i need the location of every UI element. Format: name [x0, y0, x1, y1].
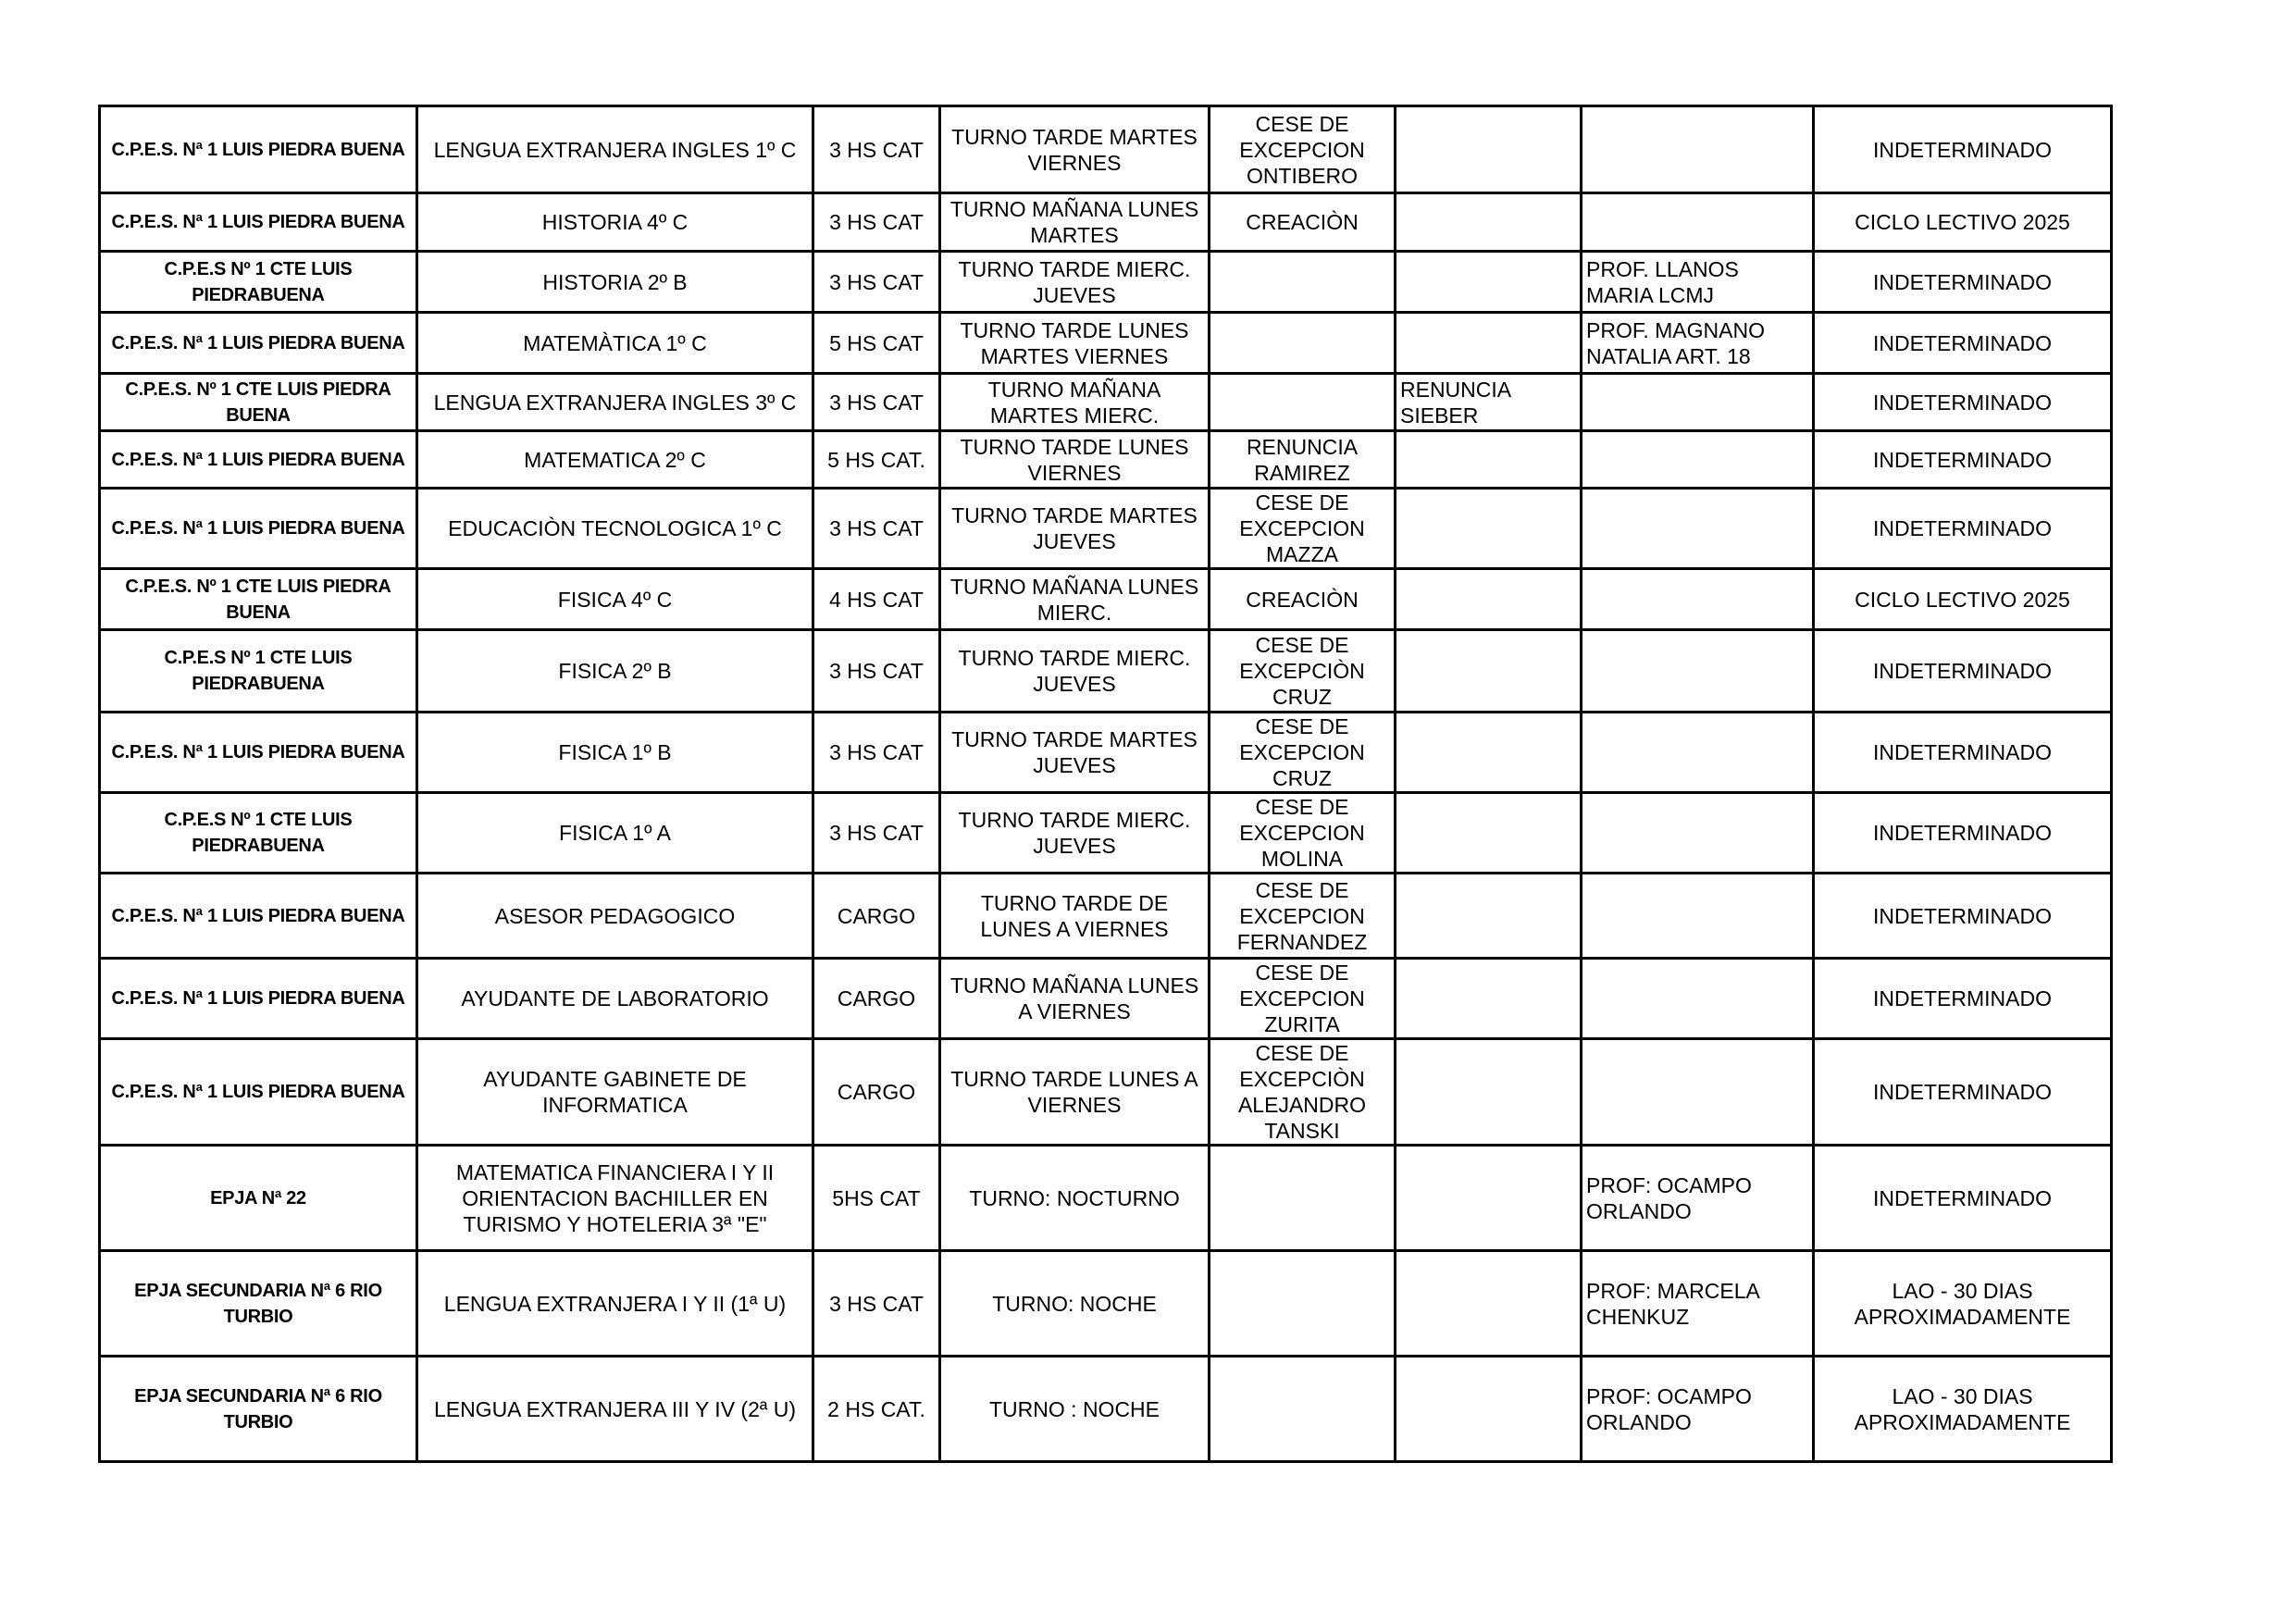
subject-cell: MATEMATICA FINANCIERA I Y II ORIENTACION BACHILLER EN TURISMO Y HOTELERIA 3ª "E" [417, 1146, 813, 1251]
hours-cell: 5 HS CAT [813, 313, 940, 374]
teacher-cell [1582, 431, 1814, 489]
hours-cell: 3 HS CAT [813, 1251, 940, 1357]
table-row [100, 431, 2112, 489]
school-cell: C.P.E.S. Nª 1 LUIS PIEDRA BUENA [100, 106, 417, 193]
notes-cell [1396, 489, 1582, 569]
school-cell: EPJA Nª 22 [100, 1146, 417, 1251]
subject-cell: FISICA 2º B [417, 630, 813, 713]
subject-cell: LENGUA EXTRANJERA III Y IV (2ª U) [417, 1357, 813, 1462]
table-row [100, 1039, 2112, 1146]
subject-cell: FISICA 1º A [417, 793, 813, 874]
reason-cell [1210, 1146, 1396, 1251]
duration-cell: INDETERMINADO [1814, 374, 2112, 431]
duration-cell: INDETERMINADO [1814, 252, 2112, 313]
subject-cell: LENGUA EXTRANJERA INGLES 1º C [417, 106, 813, 193]
table-row [100, 313, 2112, 374]
reason-cell [1210, 1357, 1396, 1462]
duration-cell: INDETERMINADO [1814, 313, 2112, 374]
table-row [100, 1251, 2112, 1357]
shift-cell: TURNO MAÑANA LUNES A VIERNES [940, 959, 1210, 1039]
shift-cell: TURNO TARDE MARTES JUEVES [940, 713, 1210, 793]
table-row [100, 959, 2112, 1039]
reason-cell: CESE DE EXCEPCION FERNANDEZ [1210, 874, 1396, 959]
subject-cell: HISTORIA 2º B [417, 252, 813, 313]
notes-cell [1396, 959, 1582, 1039]
subject-cell: LENGUA EXTRANJERA I Y II (1ª U) [417, 1251, 813, 1357]
reason-cell [1210, 374, 1396, 431]
subject-cell: LENGUA EXTRANJERA INGLES 3º C [417, 374, 813, 431]
teacher-cell [1582, 569, 1814, 630]
shift-cell: TURNO TARDE MARTES VIERNES [940, 106, 1210, 193]
school-cell: C.P.E.S. Nª 1 LUIS PIEDRA BUENA [100, 713, 417, 793]
subject-cell: EDUCACIÒN TECNOLOGICA 1º C [417, 489, 813, 569]
notes-cell: RENUNCIA SIEBER [1396, 374, 1582, 431]
school-cell: EPJA SECUNDARIA Nª 6 RIO TURBIO [100, 1357, 417, 1462]
shift-cell: TURNO TARDE MIERC. JUEVES [940, 793, 1210, 874]
reason-cell [1210, 313, 1396, 374]
reason-cell [1210, 1251, 1396, 1357]
table-row [100, 793, 2112, 874]
notes-cell [1396, 793, 1582, 874]
teacher-cell: PROF: MARCELA CHENKUZ [1582, 1251, 1814, 1357]
duration-cell: INDETERMINADO [1814, 713, 2112, 793]
notes-cell [1396, 569, 1582, 630]
table-row [100, 489, 2112, 569]
duration-cell: INDETERMINADO [1814, 431, 2112, 489]
teacher-cell [1582, 489, 1814, 569]
table-row [100, 569, 2112, 630]
reason-cell: CESE DE EXCEPCION MAZZA [1210, 489, 1396, 569]
hours-cell: CARGO [813, 959, 940, 1039]
school-cell: C.P.E.S Nº 1 CTE LUIS PIEDRABUENA [100, 793, 417, 874]
duration-cell: CICLO LECTIVO 2025 [1814, 569, 2112, 630]
subject-cell: AYUDANTE DE LABORATORIO [417, 959, 813, 1039]
teacher-cell [1582, 713, 1814, 793]
teacher-cell: PROF: OCAMPO ORLANDO [1582, 1146, 1814, 1251]
teacher-cell [1582, 959, 1814, 1039]
shift-cell: TURNO TARDE LUNES VIERNES [940, 431, 1210, 489]
shift-cell: TURNO TARDE LUNES MARTES VIERNES [940, 313, 1210, 374]
table-row [100, 106, 2112, 193]
duration-cell: INDETERMINADO [1814, 489, 2112, 569]
shift-cell: TURNO TARDE MIERC. JUEVES [940, 252, 1210, 313]
shift-cell: TURNO TARDE LUNES A VIERNES [940, 1039, 1210, 1146]
hours-cell: 4 HS CAT [813, 569, 940, 630]
school-cell: C.P.E.S. Nº 1 CTE LUIS PIEDRA BUENA [100, 569, 417, 630]
teacher-cell [1582, 874, 1814, 959]
teacher-cell [1582, 1039, 1814, 1146]
hours-cell: 3 HS CAT [813, 252, 940, 313]
duration-cell: INDETERMINADO [1814, 630, 2112, 713]
notes-cell [1396, 1357, 1582, 1462]
teacher-cell: PROF: OCAMPO ORLANDO [1582, 1357, 1814, 1462]
table-row [100, 252, 2112, 313]
school-cell: EPJA SECUNDARIA Nª 6 RIO TURBIO [100, 1251, 417, 1357]
reason-cell: CESE DE EXCEPCION ZURITA [1210, 959, 1396, 1039]
school-cell: C.P.E.S. Nª 1 LUIS PIEDRA BUENA [100, 959, 417, 1039]
hours-cell: 3 HS CAT [813, 793, 940, 874]
reason-cell: CESE DE EXCEPCIÒN ALEJANDRO TANSKI [1210, 1039, 1396, 1146]
table-row [100, 1146, 2112, 1251]
table-row [100, 630, 2112, 713]
duration-cell: INDETERMINADO [1814, 959, 2112, 1039]
table-body [100, 106, 2112, 1462]
teacher-cell [1582, 630, 1814, 713]
hours-cell: 3 HS CAT [813, 713, 940, 793]
school-cell: C.P.E.S. Nª 1 LUIS PIEDRA BUENA [100, 431, 417, 489]
school-cell: C.P.E.S Nº 1 CTE LUIS PIEDRABUENA [100, 252, 417, 313]
notes-cell [1396, 713, 1582, 793]
reason-cell: CREACIÒN [1210, 569, 1396, 630]
duration-cell: INDETERMINADO [1814, 874, 2112, 959]
reason-cell: RENUNCIA RAMIREZ [1210, 431, 1396, 489]
table-row [100, 713, 2112, 793]
notes-cell [1396, 874, 1582, 959]
duration-cell: INDETERMINADO [1814, 793, 2112, 874]
hours-cell: 3 HS CAT [813, 193, 940, 252]
hours-cell: 2 HS CAT. [813, 1357, 940, 1462]
hours-cell: 3 HS CAT [813, 374, 940, 431]
table-row [100, 193, 2112, 252]
notes-cell [1396, 1146, 1582, 1251]
notes-cell [1396, 1039, 1582, 1146]
subject-cell: HISTORIA 4º C [417, 193, 813, 252]
subject-cell: ASESOR PEDAGOGICO [417, 874, 813, 959]
shift-cell: TURNO MAÑANA LUNES MIERC. [940, 569, 1210, 630]
notes-cell [1396, 313, 1582, 374]
hours-cell: CARGO [813, 1039, 940, 1146]
table-row [100, 1357, 2112, 1462]
shift-cell: TURNO MAÑANA MARTES MIERC. [940, 374, 1210, 431]
hours-cell: CARGO [813, 874, 940, 959]
reason-cell: CESE DE EXCEPCIÒN CRUZ [1210, 630, 1396, 713]
hours-cell: 3 HS CAT [813, 106, 940, 193]
duration-cell: CICLO LECTIVO 2025 [1814, 193, 2112, 252]
notes-cell [1396, 106, 1582, 193]
teacher-cell: PROF. MAGNANO NATALIA ART. 18 [1582, 313, 1814, 374]
vacancies-table [98, 105, 2113, 1463]
duration-cell: INDETERMINADO [1814, 106, 2112, 193]
shift-cell: TURNO TARDE MIERC. JUEVES [940, 630, 1210, 713]
duration-cell: INDETERMINADO [1814, 1039, 2112, 1146]
notes-cell [1396, 630, 1582, 713]
subject-cell: AYUDANTE GABINETE DE INFORMATICA [417, 1039, 813, 1146]
shift-cell: TURNO TARDE MARTES JUEVES [940, 489, 1210, 569]
school-cell: C.P.E.S. Nª 1 LUIS PIEDRA BUENA [100, 1039, 417, 1146]
subject-cell: MATEMÀTICA 1º C [417, 313, 813, 374]
school-cell: C.P.E.S. Nª 1 LUIS PIEDRA BUENA [100, 489, 417, 569]
hours-cell: 5 HS CAT. [813, 431, 940, 489]
notes-cell [1396, 193, 1582, 252]
table-row [100, 374, 2112, 431]
shift-cell: TURNO : NOCHE [940, 1357, 1210, 1462]
reason-cell [1210, 252, 1396, 313]
table-row [100, 874, 2112, 959]
teacher-cell: PROF. LLANOS MARIA LCMJ [1582, 252, 1814, 313]
shift-cell: TURNO: NOCHE [940, 1251, 1210, 1357]
school-cell: C.P.E.S. Nª 1 LUIS PIEDRA BUENA [100, 193, 417, 252]
teacher-cell [1582, 193, 1814, 252]
subject-cell: MATEMATICA 2º C [417, 431, 813, 489]
notes-cell [1396, 1251, 1582, 1357]
hours-cell: 5HS CAT [813, 1146, 940, 1251]
hours-cell: 3 HS CAT [813, 489, 940, 569]
duration-cell: LAO - 30 DIAS APROXIMADAMENTE [1814, 1357, 2112, 1462]
reason-cell: CESE DE EXCEPCION MOLINA [1210, 793, 1396, 874]
teacher-cell [1582, 793, 1814, 874]
teacher-cell [1582, 106, 1814, 193]
reason-cell: CESE DE EXCEPCION ONTIBERO [1210, 106, 1396, 193]
subject-cell: FISICA 1º B [417, 713, 813, 793]
notes-cell [1396, 431, 1582, 489]
shift-cell: TURNO MAÑANA LUNES MARTES [940, 193, 1210, 252]
shift-cell: TURNO: NOCTURNO [940, 1146, 1210, 1251]
school-cell: C.P.E.S. Nª 1 LUIS PIEDRA BUENA [100, 313, 417, 374]
duration-cell: INDETERMINADO [1814, 1146, 2112, 1251]
reason-cell: CESE DE EXCEPCION CRUZ [1210, 713, 1396, 793]
school-cell: C.P.E.S. Nª 1 LUIS PIEDRA BUENA [100, 874, 417, 959]
school-cell: C.P.E.S. Nº 1 CTE LUIS PIEDRA BUENA [100, 374, 417, 431]
reason-cell: CREACIÒN [1210, 193, 1396, 252]
school-cell: C.P.E.S Nº 1 CTE LUIS PIEDRABUENA [100, 630, 417, 713]
duration-cell: LAO - 30 DIAS APROXIMADAMENTE [1814, 1251, 2112, 1357]
shift-cell: TURNO TARDE DE LUNES A VIERNES [940, 874, 1210, 959]
subject-cell: FISICA 4º C [417, 569, 813, 630]
teacher-cell [1582, 374, 1814, 431]
hours-cell: 3 HS CAT [813, 630, 940, 713]
notes-cell [1396, 252, 1582, 313]
